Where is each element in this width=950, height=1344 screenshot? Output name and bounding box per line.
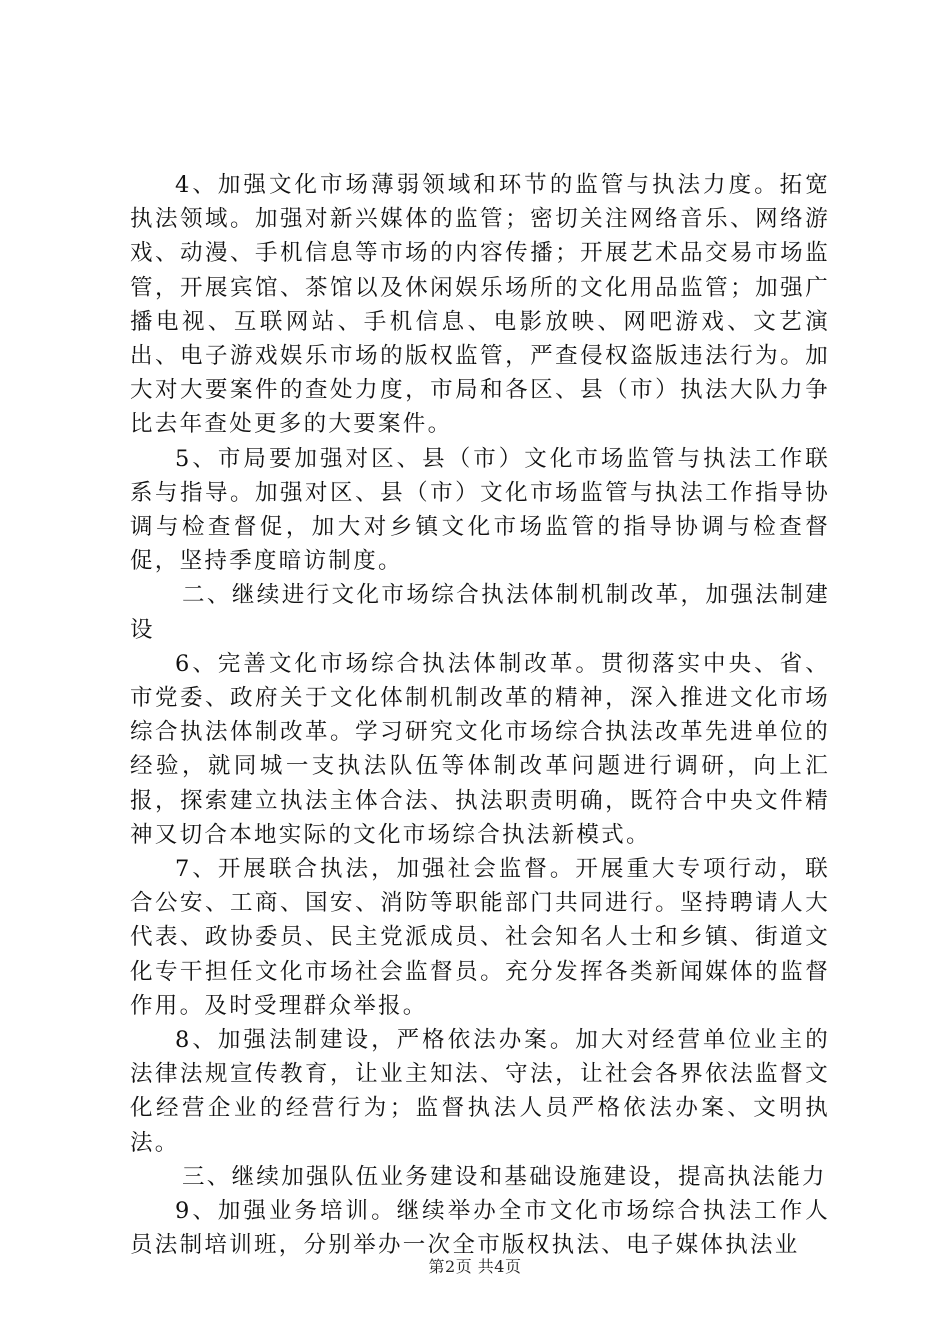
paragraph-item-5: 5、市局要加强对区、县（市）文化市场监管与执法工作联系与指导。加强对区、县（市）文化市场监管与执法工作指导协调与检查督促，加大对乡镇文化市场监管的指导协调与检查督促，坚持季度暗访制度。 (130, 445, 830, 575)
paragraph-item-4: 4、加强文化市场薄弱领域和环节的监管与执法力度。拓宽执法领域。加强对新兴媒体的监管；密切关注网络音乐、网络游戏、动漫、手机信息等市场的内容传播；开展艺术品交易市场监管，开展宾馆、茶馆以及休闲娱乐场所的文化用品监管；加强广播电视、互联网站、手机信息、电影放映、网吧游戏、文艺演出、电子游戏娱乐市场的版权监管，严查侵权盗版违法行为。加大对大要案件的查处力度，市局和各区、县（市）执法大队力争比去年查处更多的大要案件。 (130, 172, 830, 438)
paragraph-item-8: 8、加强法制建设，严格依法办案。加大对经营单位业主的法律法规宣传教育，让业主知法、守法，让社会各界依法监督文化经营企业的经营行为；监督执法人员严格依法办案、文明执法。 (130, 1027, 830, 1156)
document-body (130, 168, 830, 1263)
paragraph-item-6: 6、完善文化市场综合执法体制改革。贯彻落实中央、省、市党委、政府关于文化体制机制改革的精神，深入推进文化市场综合执法体制改革。学习研究文化市场综合执法改革先进单位的经验，就同城一支执法队伍等体制改革问题进行调研，向上汇报，探索建立执法主体合法、执法职责明确，既符合中央文件精神又切合本地实际的文化市场综合执法新模式。 (130, 650, 830, 848)
section-heading-3: 三、继续加强队伍业务建设和基础设施建设，提高执法能力 (182, 1163, 827, 1190)
page-footer: 第2页 共4页 (428, 1257, 522, 1276)
section-heading-2: 二、继续进行文化市场综合执法体制机制改革，加强法制建设 (130, 582, 830, 643)
paragraph-item-9: 9、加强业务培训。继续举办全市文化市场综合执法工作人员法制培训班，分别举办一次全市版权执法、电子媒体执法业 (130, 1198, 830, 1259)
paragraph-item-7: 7、开展联合执法，加强社会监督。开展重大专项行动，联合公安、工商、国安、消防等职能部门共同进行。坚持聘请人大代表、政协委员、民主党派成员、社会知名人士和乡镇、街道文化专干担任文化市场社会监督员。充分发挥各类新闻媒体的监督作用。及时受理群众举报。 (130, 856, 830, 1019)
